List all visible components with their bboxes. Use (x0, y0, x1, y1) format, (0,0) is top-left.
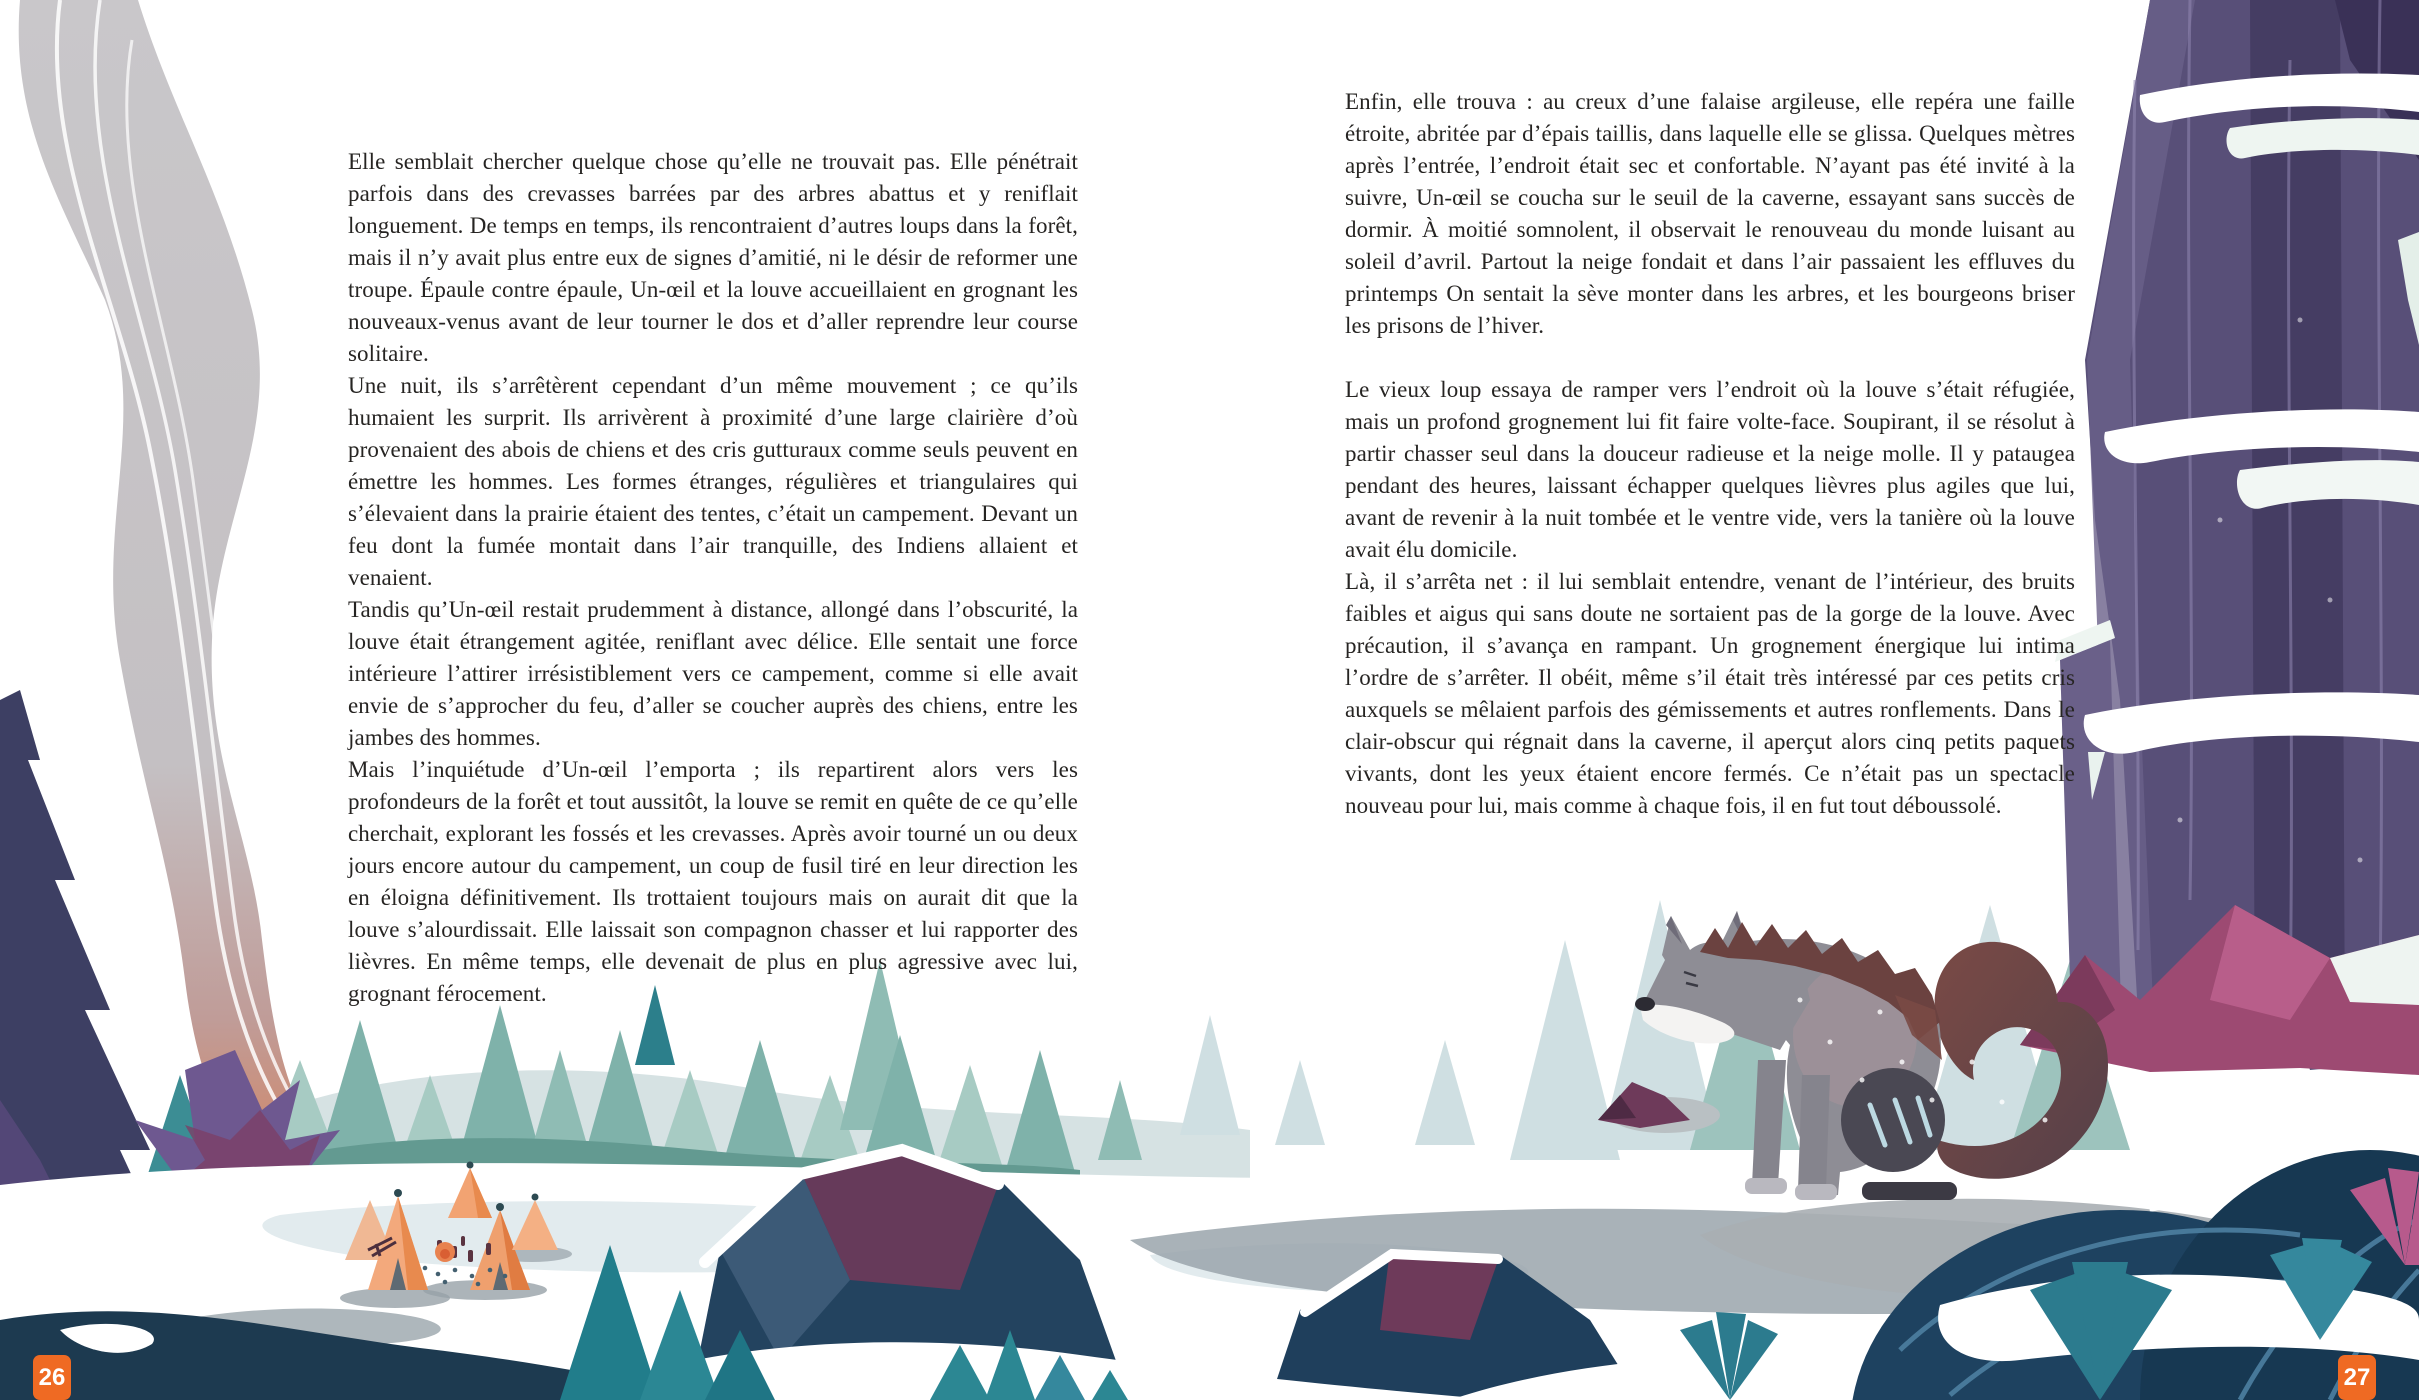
wolf-nose (1635, 997, 1655, 1011)
right-page-text (1345, 86, 2075, 822)
paragraph: Là, il s’arrêta net : il lui semblait entendre, venant de l’intérieur, des bruits faibles et aigus qui sans doute ne sortaient pas de la gorge de la louve. Avec précaution, il s’avança en rampant. Un grognement énergique lui intima l’ordre de s’arrêter. Il obéit, même s’il était très intéressé par ces petits cris auxquels se mêlaient parfois des gémissements et autres ronflements. Dans le clair-obscur qui régnait dans la caverne, il aperçut alors cinq petits paquets vivants, dont les yeux étaient encore fermés. Ce n’était pas un spectacle nouveau pour lui, mais comme à chaque fois, il en fut tout déboussolé. (1345, 569, 2075, 818)
wolf-hindquarter (1841, 1068, 1945, 1172)
page-number-right: 27 (2338, 1355, 2376, 1400)
page-number-left: 26 (33, 1355, 71, 1400)
left-page-text (348, 146, 1078, 1010)
paragraph: Enfin, elle trouva : au creux d’une falaise argileuse, elle repéra une faille étroite, abritée par d’épais taillis, dans laquelle elle se glissa. Quelques mètres après l’entrée, l’endroit était sec et confortable. N’ayant pas été invité à la suivre, Un-œil se coucha sur le seuil de la caverne, essayant sans succès de dormir. À moitié somnolent, il observait le renouveau du monde luisant au soleil d’avril. Partout la neige fondait et dans l’air passaient les effluves du printemps On sentait la sève monter dans les arbres, et les bourgeons briser les prisons de l’hiver. (1345, 89, 2075, 338)
paragraph: Tandis qu’Un-œil restait prudemment à distance, allongé dans l’obscurité, la louve était étrangement agitée, reniflant avec délice. Elle sentait une force intérieure l’attirer irrésistiblement vers ce campement, comme si elle avait envie de s’approcher du feu, d’aller se coucher auprès des chiens, entre les jambes des hommes. (348, 597, 1078, 750)
paragraph: Elle semblait chercher quelque chose qu’elle ne trouvait pas. Elle pénétrait parfois dans des crevasses barrées par des arbres abattus et y reniflait longuement. De temps en temps, ils rencontraient d’autres loups dans la forêt, mais il n’y avait plus entre eux de signes d’amitié, ni le désir de reformer une troupe. Épaule contre épaule, Un-œil et la louve accueillaient en grognant les nouveaux-venus avant de leur tourner le dos et d’aller reprendre leur course solitaire. (348, 149, 1078, 366)
paragraph: Une nuit, ils s’arrêtèrent cependant d’un même mouvement ; ce qu’ils humaient les surprit. Ils arrivèrent à proximité d’une large clairière d’où provenaient des abois de chiens et des cris gutturaux comme seuls peuvent en émettre les hommes. Les formes étranges, régulières et triangulaires qui s’élevaient dans la prairie étaient des tentes, c’était un campement. Devant un feu dont la fumée montait dans l’air tranquille, des Indiens allaient et venaient. (348, 373, 1078, 590)
paragraph: Le vieux loup essaya de ramper vers l’endroit où la louve s’était réfugiée, mais un profond grognement lui fit faire volte-face. Soupirant, il se résolut à partir chasser seul dans la douceur radieuse et la neige molle. Il y pataugea pendant des heures, laissant échapper quelques lièvres plus agiles que lui, avant de revenir à la nuit tombée et le ventre vide, vers la tanière où la louve avait élu domicile. (1345, 377, 2075, 562)
paragraph: Mais l’inquiétude d’Un-œil l’emporta ; ils repartirent alors vers les profondeurs de la forêt et tout aussitôt, la louve se remit en quête de ce qu’elle cherchait, explorant les fossés et les crevasses. Après avoir tourné un ou deux jours encore autour du campement, un coup de fusil tiré en leur direction les en éloigna définitivement. Ils trottaient toujours mais on aurait dit que la louve s’alourdissait. Elle laissait son compagnon chasser et lui rapporter des lièvres. En même temps, elle devenait de plus en plus agressive avec lui, grognant férocement. (348, 757, 1078, 1006)
wolf-front-leg (1798, 1075, 1830, 1190)
